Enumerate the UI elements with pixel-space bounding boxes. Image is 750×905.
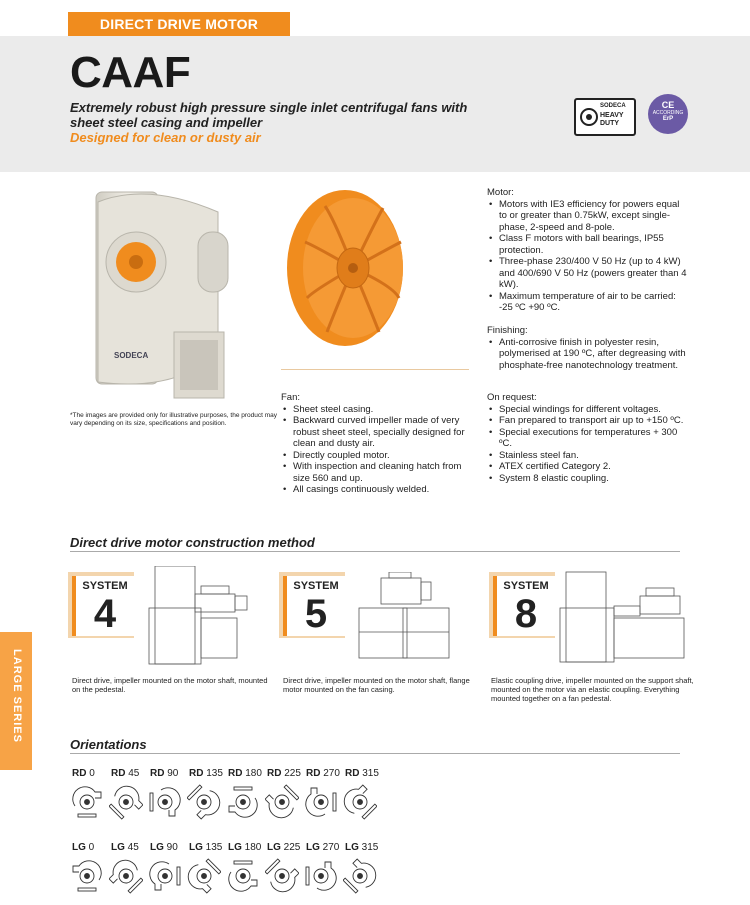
system-label: SYSTEM (503, 580, 549, 592)
orientation-code: RD (267, 768, 282, 779)
spec-item: • Three-phase 230/400 V 50 Hz (up to 4 kW) and 400/690 V 50 Hz (powers greater than 4 kW). (499, 256, 687, 291)
orientation-fan-icon (304, 858, 338, 894)
product-subtitle: Extremely robust high pressure single inlet centrifugal fans with sheet steel casing and impeller (70, 100, 468, 130)
orientation-angle: 135 (202, 842, 223, 853)
fan-list (281, 404, 473, 496)
system-number: 4 (93, 592, 117, 636)
orientation-code: LG (267, 842, 281, 853)
system-8-desc: Elastic coupling drive, impeller mounted on the support shaft, mounted on the motor via an elastic coupling. Everything mounted together on a fan pedestal. (491, 676, 694, 703)
spec-item: • Directly coupled motor. (293, 450, 473, 462)
spec-item: • Special windings for different voltages. (499, 404, 687, 416)
fan-heading: Fan: (281, 392, 301, 403)
construction-title: Direct drive motor construction method (70, 535, 315, 550)
orientation-fan-icon (70, 858, 104, 894)
orientation-code: LG (111, 842, 125, 853)
orientation-angle: 45 (124, 842, 139, 853)
on-request-list (487, 404, 687, 485)
spec-item: • ATEX certified Category 2. (499, 461, 687, 473)
orientation-code: LG (228, 842, 242, 853)
orientation-label (345, 768, 379, 779)
orientation-code: RD (150, 768, 165, 779)
orientation-label (189, 842, 222, 853)
svg-text:SODECA: SODECA (114, 351, 149, 360)
product-title: CAAF (70, 48, 191, 97)
finishing-specs (487, 325, 687, 371)
motor-list (487, 199, 687, 314)
badge-brand: SODECA (600, 103, 626, 109)
orientation-angle: 180 (241, 842, 262, 853)
orientation-fan-icon (148, 784, 182, 820)
orientation-fan-icon (304, 784, 338, 820)
orientation-code: RD (72, 768, 87, 779)
orientation-fan-icon (70, 784, 104, 820)
orientation-fan-icon (343, 858, 377, 894)
orientation-label (306, 768, 340, 779)
image-disclaimer: *The images are provided only for illustrative purposes, the product may vary depending on its size, specifications and position. (70, 412, 278, 427)
orientation-angle: 225 (280, 842, 301, 853)
orientation-angle: 135 (203, 768, 223, 779)
orientation-fan-icon (148, 858, 182, 894)
spec-item: • Sheet steel casing. (293, 404, 473, 416)
orientation-code: RD (345, 768, 360, 779)
orientation-angle: 225 (281, 768, 301, 779)
orientation-angle: 315 (359, 768, 379, 779)
orientation-label (150, 768, 178, 779)
orientation-code: LG (189, 842, 203, 853)
orientation-fan-icon (265, 858, 299, 894)
badge-label: HEAVY DUTY (600, 112, 624, 127)
orientation-label (111, 842, 139, 853)
orientation-label (306, 842, 339, 853)
orientation-angle: 90 (163, 842, 178, 853)
section-rule (70, 753, 680, 754)
finishing-heading: Finishing: (487, 325, 528, 336)
system-5-desc: Direct drive, impeller mounted on the motor shaft, flange motor mounted on the fan casing. (283, 676, 470, 694)
finishing-list (487, 337, 687, 372)
system-4-desc: Direct drive, impeller mounted on the motor shaft, mounted on the pedestal. (72, 676, 268, 694)
heavy-duty-badge (574, 98, 636, 136)
ce-erp-badge: CE ACCORDING ErP (648, 94, 688, 134)
orientation-fan-icon (226, 858, 260, 894)
orientation-code: RD (111, 768, 126, 779)
orientation-code: RD (306, 768, 321, 779)
orientation-label (72, 768, 95, 779)
spec-item: • Special executions for temperatures + 300 ºC. (499, 427, 687, 450)
orientation-fan-icon (109, 784, 143, 820)
spec-item: • Motors with IE3 efficiency for powers equal to or greater than 0.75kW, except single-phase, 2-speed and 8-pole. (499, 199, 687, 234)
orientation-angle: 0 (86, 768, 95, 779)
orientation-code: LG (345, 842, 359, 853)
orientation-label (267, 768, 301, 779)
divider (281, 369, 469, 370)
on-request-specs (487, 392, 687, 484)
orientation-fan-icon (109, 858, 143, 894)
orientation-angle: 315 (358, 842, 379, 853)
system-number: 8 (514, 592, 538, 636)
orientation-fan-icon (226, 784, 260, 820)
spec-item: • All casings continuously welded. (293, 484, 473, 496)
orientation-angle: 270 (320, 768, 340, 779)
orientations-title: Orientations (70, 737, 147, 752)
system-label: SYSTEM (82, 580, 128, 592)
spec-item: • Backward curved impeller made of very robust sheet steel, specially designed for clean and dusty air. (293, 415, 473, 450)
orientation-fan-icon (187, 858, 221, 894)
on-request-heading: On request: (487, 392, 537, 403)
spec-item: • Stainless steel fan. (499, 450, 687, 462)
orientation-label (267, 842, 300, 853)
system-number: 5 (304, 592, 328, 636)
series-side-label: LARGE SERIES (11, 649, 23, 743)
category-tag: DIRECT DRIVE MOTOR (68, 12, 290, 36)
system-4-drawing (145, 566, 255, 666)
orientation-code: RD (228, 768, 243, 779)
spec-item: • Class F motors with ball bearings, IP55 protection. (499, 233, 687, 256)
spec-item: • Anti-corrosive finish in polyester resin, polymerised at 190 ºC, after degreasing with phosphate-free nanotechnology treatment. (499, 337, 687, 372)
orientation-label (189, 768, 223, 779)
orientation-label (228, 768, 262, 779)
orientation-label (111, 768, 139, 779)
spec-item: • Fan prepared to transport air up to +150 ºC. (499, 415, 687, 427)
orientation-angle: 90 (164, 768, 179, 779)
system-5-drawing (355, 572, 465, 662)
system-8-drawing (558, 570, 688, 664)
fan-product-image (78, 182, 248, 404)
orientation-label (345, 842, 378, 853)
orientation-label (228, 842, 261, 853)
orientation-angle: 180 (242, 768, 262, 779)
orientation-code: LG (150, 842, 164, 853)
impeller-image (283, 186, 413, 348)
orientation-angle: 45 (125, 768, 140, 779)
spec-item: • Maximum temperature of air to be carried: -25 ºC +90 ºC. (499, 291, 687, 314)
orientation-fan-icon (343, 784, 377, 820)
orientation-code: LG (72, 842, 86, 853)
orientation-angle: 270 (319, 842, 340, 853)
orientation-fan-icon (265, 784, 299, 820)
spec-item: • With inspection and cleaning hatch from size 560 and up. (293, 461, 473, 484)
motor-specs (487, 187, 687, 314)
system-label: SYSTEM (293, 580, 339, 592)
orientation-label (72, 842, 94, 853)
orientation-label (150, 842, 178, 853)
fan-specs (281, 392, 473, 496)
section-rule (70, 551, 680, 552)
orientation-angle: 0 (85, 842, 95, 853)
motor-heading: Motor: (487, 187, 514, 198)
orientation-fan-icon (187, 784, 221, 820)
product-tagline: Designed for clean or dusty air (70, 130, 261, 145)
orientation-code: RD (189, 768, 204, 779)
orientation-code: LG (306, 842, 320, 853)
spec-item: • System 8 elastic coupling. (499, 473, 687, 485)
